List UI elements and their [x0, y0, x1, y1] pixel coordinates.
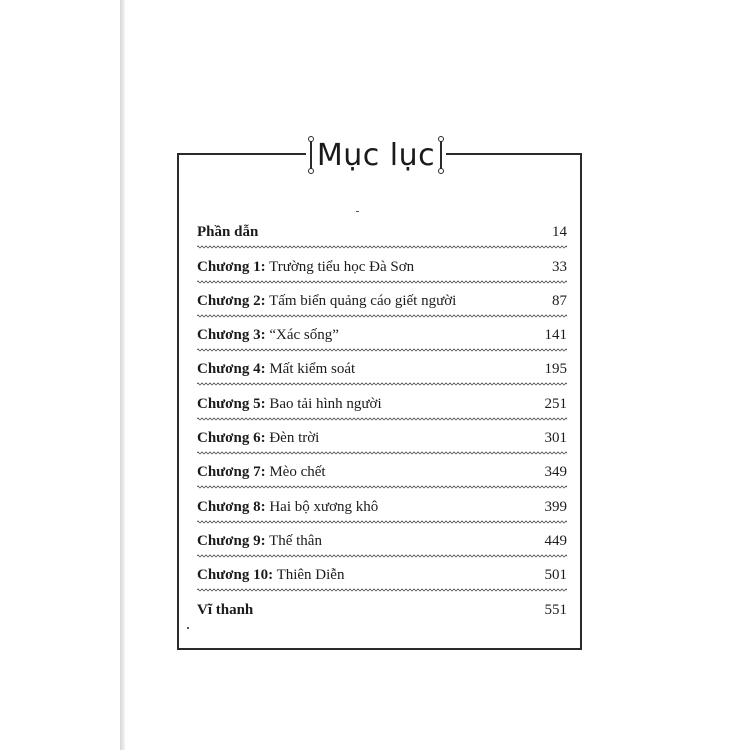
toc-entry-prefix: Chương 8: [197, 498, 266, 515]
toc-entry-name: Trường tiểu học Đà Sơn [269, 258, 415, 275]
toc-entry [197, 524, 567, 558]
toc-entry-name: Đèn trời [269, 430, 320, 447]
print-speck [356, 211, 359, 212]
toc-entry [197, 386, 567, 420]
toc-entry-page-number: 87 [552, 292, 567, 309]
page-title: Mục lục [316, 137, 436, 173]
toc-entry-name: Tấm biển quảng cáo giết người [269, 292, 457, 309]
toc-title-box [306, 134, 446, 176]
toc-entry-prefix: Chương 1: [197, 258, 266, 275]
page-spine-shadow [120, 0, 125, 750]
toc-entry-page-number: 251 [544, 395, 567, 412]
toc-entry [197, 249, 567, 283]
toc-entry-prefix: Chương 3: [197, 327, 266, 344]
toc-entry-name: Bao tải hình người [269, 395, 382, 412]
print-speck [187, 627, 189, 629]
toc-entry-name: Mất kiểm soát [269, 361, 356, 378]
toc-entry-name: Mèo chết [269, 464, 326, 481]
table-of-contents [197, 215, 567, 627]
toc-entry-page-number: 501 [544, 567, 567, 584]
toc-entry [197, 352, 567, 386]
toc-entry-page-number: 449 [544, 532, 567, 549]
toc-entry [197, 318, 567, 352]
toc-entry-prefix: Chương 2: [197, 292, 266, 309]
toc-entry [197, 489, 567, 523]
toc-entry-prefix: Chương 5: [197, 395, 266, 412]
toc-entry-prefix: Vĩ thanh [197, 601, 254, 618]
title-ornament-left-icon [310, 140, 312, 170]
toc-entry-page-number: 399 [544, 498, 567, 515]
toc-entry-prefix: Chương 9: [197, 532, 266, 549]
toc-entry-name: “Xác sống” [269, 327, 339, 344]
toc-entry [197, 284, 567, 318]
toc-entry [197, 592, 567, 626]
toc-entry-page-number: 195 [544, 361, 567, 378]
toc-entry-prefix: Chương 7: [197, 464, 266, 481]
toc-entry-name: Thế thân [269, 532, 322, 549]
toc-entry-name: Thiên Diễn [276, 567, 345, 584]
title-ornament-right-icon [440, 140, 442, 170]
toc-entry-name: Hai bộ xương khô [269, 498, 379, 515]
toc-entry-prefix: Chương 6: [197, 430, 266, 447]
toc-entry-title [197, 602, 537, 627]
toc-entry [197, 558, 567, 592]
toc-entry-page-number: 349 [544, 464, 567, 481]
toc-entry-prefix: Phần dẫn [197, 224, 259, 241]
toc-entry-prefix: Chương 4: [197, 361, 266, 378]
toc-entry-page-number: 141 [544, 327, 567, 344]
toc-entry-page-number: 551 [544, 601, 567, 618]
toc-entry-page-number: 14 [552, 224, 567, 241]
toc-entry [197, 215, 567, 249]
toc-entry [197, 455, 567, 489]
toc-entry-page-number: 33 [552, 258, 567, 275]
toc-entry-page-number: 301 [544, 430, 567, 447]
toc-entry-prefix: Chương 10: [197, 567, 274, 584]
toc-entry [197, 421, 567, 455]
